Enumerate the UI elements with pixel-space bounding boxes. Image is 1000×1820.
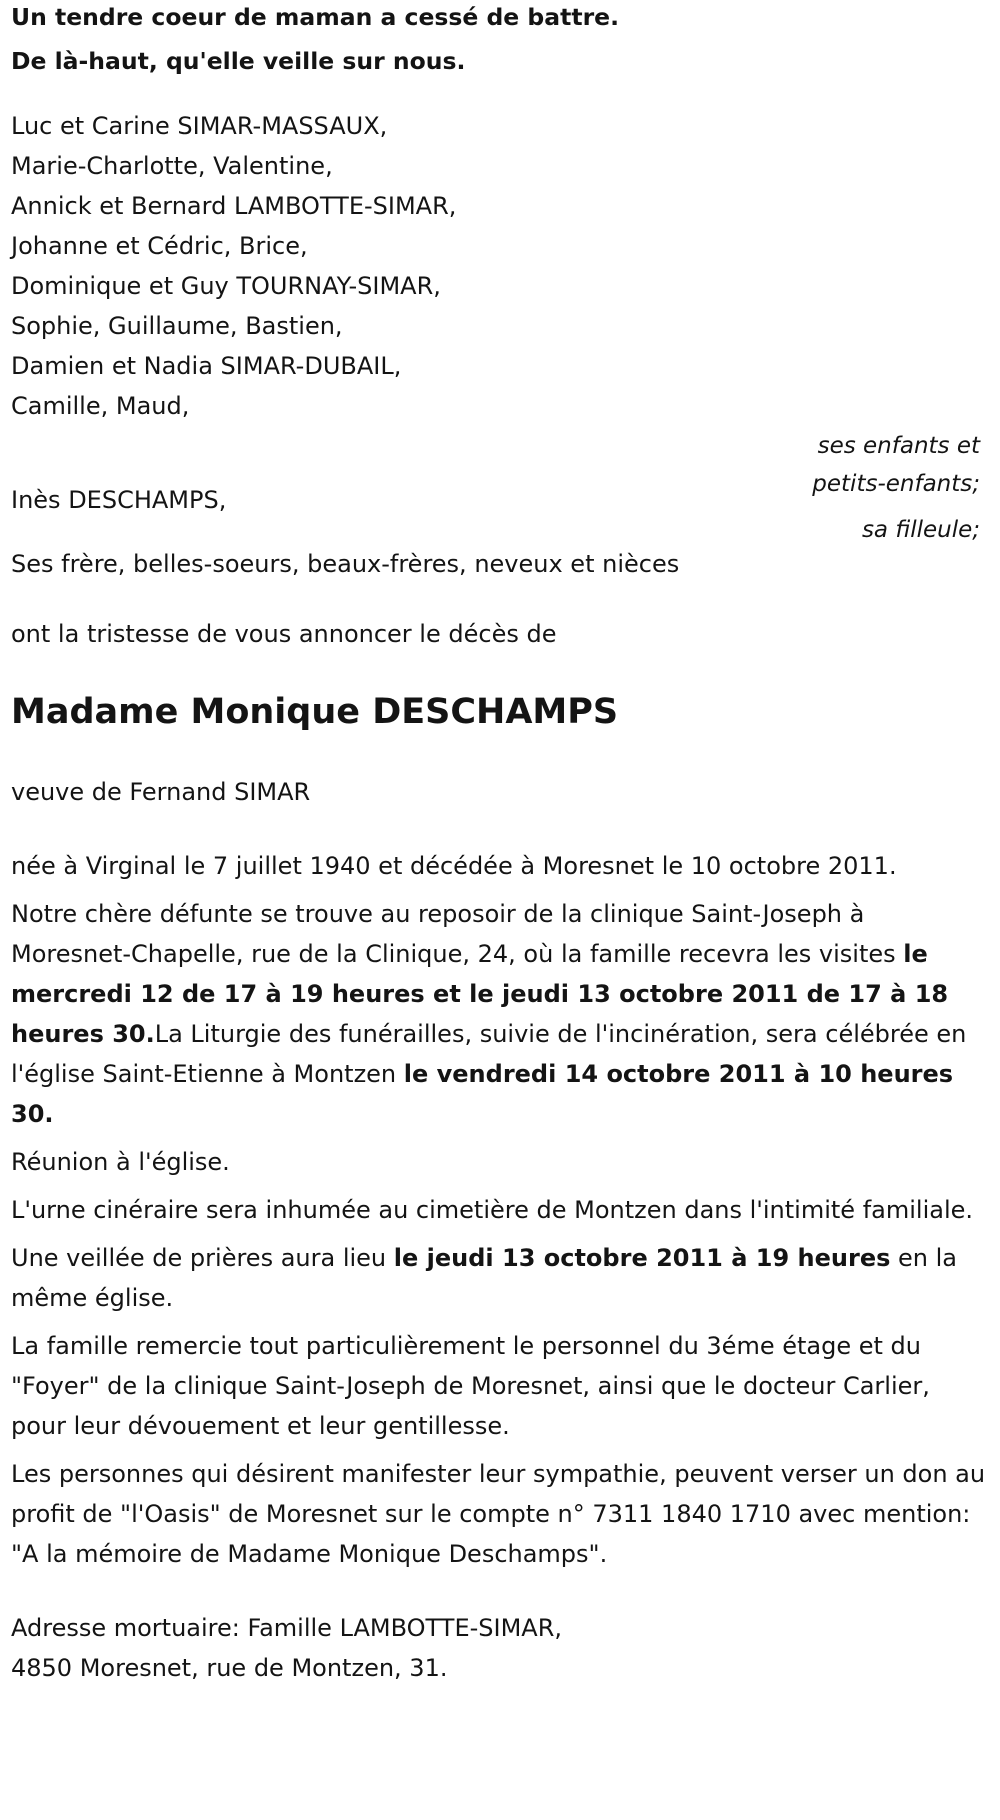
vigil-paragraph bbox=[11, 1238, 992, 1318]
visitation-text: Notre chère défunte se trouve au reposoir de la clinique Saint-Joseph à Moresnet-Chapelle, rue de la Clinique, 24, où la famille recevra les visites bbox=[11, 900, 904, 968]
vigil-location: en la même église. bbox=[11, 1244, 957, 1312]
deceased-name: Madame Monique DESCHAMPS bbox=[11, 692, 619, 732]
meeting-paragraph: Réunion à l'église. bbox=[11, 1148, 230, 1176]
visitation-times: le mercredi 12 de 17 à 19 heures et le jeudi 13 octobre 2011 de 17 à 18 heures 30. bbox=[11, 940, 949, 1048]
family-line: Sophie, Guillaume, Bastien, bbox=[11, 312, 343, 340]
family-line: Marie-Charlotte, Valentine, bbox=[11, 152, 333, 180]
widow-of: veuve de Fernand SIMAR bbox=[11, 778, 311, 806]
goddaughter-name: Inès DESCHAMPS, bbox=[11, 486, 227, 514]
family-line: Damien et Nadia SIMAR-DUBAIL, bbox=[11, 352, 402, 380]
birth-death-line: née à Virginal le 7 juillet 1940 et décédée à Moresnet le 10 octobre 2011. bbox=[11, 852, 897, 880]
funeral-text: La Liturgie des funérailles, suivie de l'incinération, sera célébrée en l'église Saint-Etienne à Montzen bbox=[11, 1020, 967, 1088]
announcement-text: ont la tristesse de vous annoncer le décès de bbox=[11, 620, 557, 648]
children-block bbox=[11, 106, 992, 504]
vigil-text: Une veillée de prières aura lieu bbox=[11, 1244, 394, 1272]
children-role-line-1: ses enfants et bbox=[817, 433, 980, 459]
children-role-line-2: petits-enfants; bbox=[812, 471, 980, 497]
intro-line-2: De là-haut, qu'elle veille sur nous. bbox=[11, 47, 466, 75]
mortuary-address-line-1: Adresse mortuaire: Famille LAMBOTTE-SIMAR, bbox=[11, 1614, 563, 1642]
vigil-time: le jeudi 13 octobre 2011 à 19 heures bbox=[393, 1244, 891, 1272]
family-line: Camille, Maud, bbox=[11, 392, 190, 420]
family-line: Dominique et Guy TOURNAY-SIMAR, bbox=[11, 272, 441, 300]
other-relatives: Ses frère, belles-soeurs, beaux-frères, neveux et nièces bbox=[11, 550, 680, 578]
mortuary-address-line-2: 4850 Moresnet, rue de Montzen, 31. bbox=[11, 1654, 448, 1682]
family-line: Annick et Bernard LAMBOTTE-SIMAR, bbox=[11, 192, 457, 220]
thanks-paragraph: La famille remercie tout particulièrement le personnel du 3éme étage et du "Foyer" de la clinique Saint-Joseph de Moresnet, ainsi que le docteur Carlier, pour leur dévouement et leur gentillesse. bbox=[11, 1332, 930, 1440]
goddaughter-role: sa filleule; bbox=[861, 517, 980, 543]
urn-paragraph: L'urne cinéraire sera inhumée au cimetière de Montzen dans l'intimité familiale. bbox=[11, 1196, 974, 1224]
family-line: Luc et Carine SIMAR-MASSAUX, bbox=[11, 112, 388, 140]
funeral-time: le vendredi 14 octobre 2011 à 10 heures 30. bbox=[11, 1060, 954, 1128]
visitation-paragraph bbox=[11, 894, 992, 1134]
donation-paragraph: Les personnes qui désirent manifester leur sympathie, peuvent verser un don au profit de "l'Oasis" de Moresnet sur le compte n° 7311 1840 1710 avec mention: "A la mémoire de Madame Monique Deschamps". bbox=[11, 1460, 986, 1568]
intro-line-1: Un tendre coeur de maman a cessé de battre. bbox=[11, 3, 620, 31]
family-line: Johanne et Cédric, Brice, bbox=[11, 232, 308, 260]
goddaughter-block bbox=[11, 480, 992, 550]
